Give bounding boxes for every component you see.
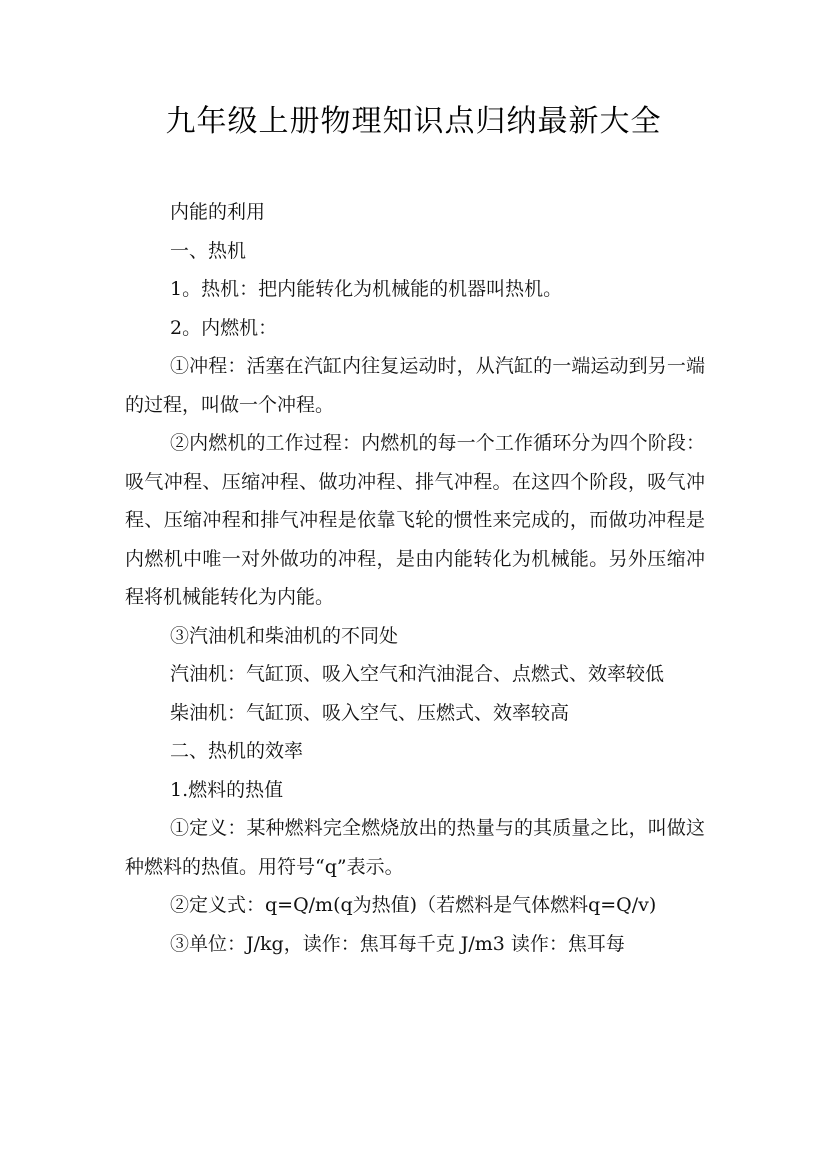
- paragraph: 1.燃料的热值: [170, 778, 284, 801]
- page-title: 九年级上册物理知识点归纳最新大全: [165, 104, 662, 139]
- paragraph: ②定义式：q=Q/m(q为热值)（若燃料是气体燃料q=Q/v): [170, 894, 657, 916]
- paragraph: 汽油机：气缸顶、吸入空气和汽油混合、点燃式、效率较低: [170, 663, 665, 685]
- document-body: [125, 193, 705, 963]
- paragraph: 2。内燃机：: [170, 316, 278, 339]
- paragraph: 1。热机：把内能转化为机械能的机器叫热机。: [170, 278, 563, 300]
- paragraph: 内能的利用: [170, 201, 266, 223]
- paragraph: ②内燃机的工作过程：内燃机的每一个工作循环分为四个阶段：吸气冲程、压缩冲程、做功冲程、排气冲程。在这四个阶段，吸气冲程、压缩冲程和排气冲程是依靠飞轮的惯性来完成的，而做功冲程是内燃机中唯一对外做功的冲程，是由内能转化为机械能。另外压缩冲程将机械能转化为内能。: [125, 432, 705, 608]
- paragraph: ③汽油机和柴油机的不同处: [170, 624, 399, 647]
- paragraph: ①定义：某种燃料完全燃烧放出的热量与的其质量之比，叫做这种燃料的热值。用符号“q”表示。: [125, 817, 705, 878]
- paragraph: 一、热机: [170, 239, 247, 262]
- paragraph: 二、热机的效率: [170, 740, 304, 762]
- paragraph: ①冲程：活塞在汽缸内往复运动时，从汽缸的一端运动到另一端的过程，叫做一个冲程。: [125, 355, 705, 416]
- paragraph: ③单位：J/kg，读作：焦耳每千克 J/m3 读作：焦耳每: [170, 932, 625, 955]
- paragraph: 柴油机：气缸顶、吸入空气、压燃式、效率较高: [170, 701, 570, 724]
